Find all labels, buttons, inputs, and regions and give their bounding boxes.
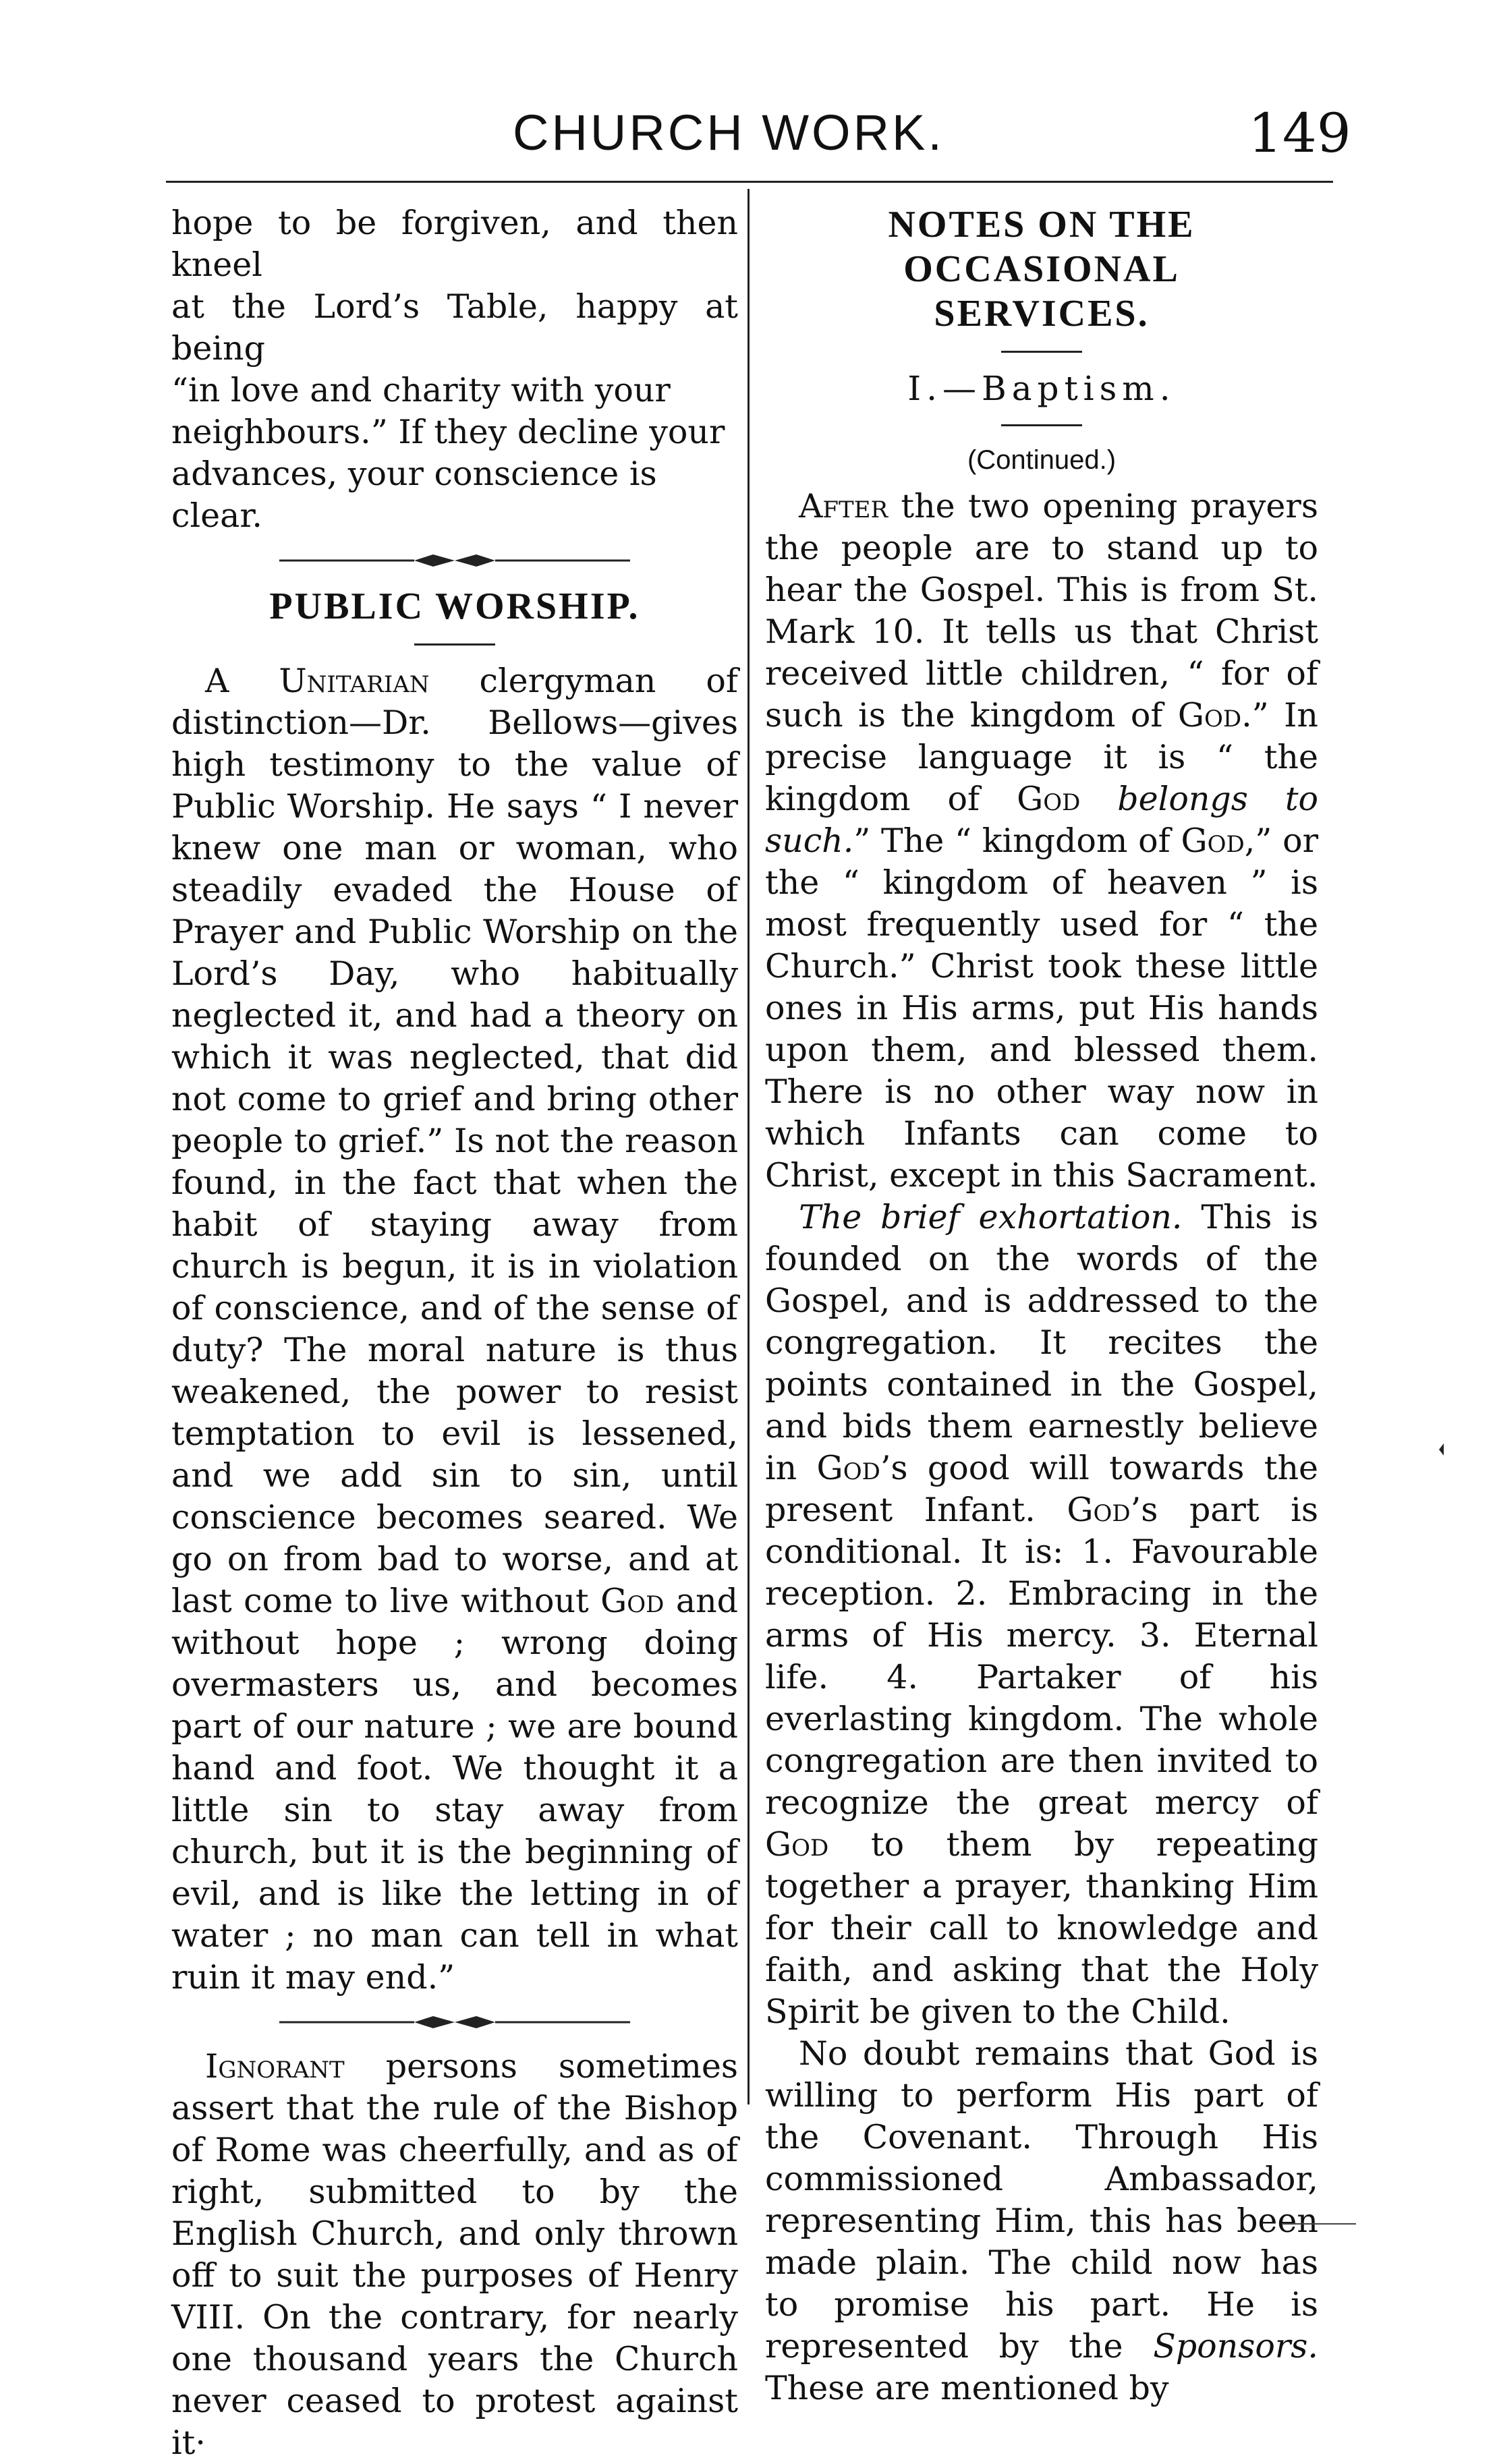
god-word: God xyxy=(1017,780,1081,818)
page-header xyxy=(0,101,1495,182)
paragraph-text: the two opening prayers the people are to stand up to hear the Gospel. This is from St. Mark 10. It tells us that Christ received little children, “ for of such is the kingdom of xyxy=(765,487,1319,735)
public-worship-paragraph xyxy=(171,660,738,1999)
god-word: God xyxy=(1067,1491,1131,1529)
column-divider xyxy=(748,189,750,2104)
baptism-paragraph-1 xyxy=(765,486,1318,1197)
god-word: God xyxy=(600,1582,665,1620)
baptism-subtitle: I.—Baptism. xyxy=(907,369,1176,408)
continuation-line: at the Lord’s Table, happy at being xyxy=(171,287,738,368)
paragraph-text: ’s part is conditional. It is: 1. Favourable reception. 2. Embracing in the arms of His mercy. 3. Eternal life. 4. Partaker of his everlasting kingdom. The whole congregation are then invited to recognize the great mercy of xyxy=(765,1491,1319,1822)
god-word: God xyxy=(816,1449,880,1487)
continuation-line: neighbours.” If they decline your xyxy=(171,413,725,451)
italic-text: Sponsors. xyxy=(1153,2327,1319,2366)
italic-text: belongs to such. xyxy=(765,780,1319,860)
paragraph-text: clergyman of distinction—Dr. Bellows—gives high testimony to the value of Public Worship. He says “ I never knew one man or woman, who steadily evaded the House of Prayer and Public Worship on the Lord’s Day, who habitually neglected it, and had a theory on which it was neglected, that did not come to grief and bring other people to grief.” Is not the reason found, in the fact that when the habit of staying away from church is begun, it is in violation of conscience, and of the sense of duty? The moral nature is thus weakened, the power to resist temptation to evil is lessened, and we add sin to sin, until conscience becomes seared. We go on from bad to worse, and at last come to live without xyxy=(171,662,738,1620)
margin-mark xyxy=(1438,1443,1445,1456)
ignorant-paragraph xyxy=(171,2046,738,2464)
public-worship-title: PUBLIC WORSHIP. xyxy=(269,585,640,627)
paragraph-text: This is founded on the words of the Gospel, and is addressed to the congregation. It recites the points contained in the Gospel, and bids them earnestly believe in xyxy=(765,1198,1319,1487)
paragraph-text: to them by repeating together a prayer, thanking Him for their call to knowledge and faith, and asking that the Holy Spirit be given to the Child. xyxy=(765,1825,1318,2031)
lead-word: A Unitarian xyxy=(205,662,430,700)
paragraph-text: ,” or the “ kingdom of heaven ” is most frequently used for “ the Church.” Christ took these little ones in His arms, put His hands upon them, and blessed them. There is no other way now in which Infants can come to Christ, except in this Sacrament. xyxy=(765,822,1318,1195)
ornament-divider xyxy=(279,549,630,572)
short-rule xyxy=(1001,424,1082,426)
paragraph-text: .” In precise language it is “ the kingdom of xyxy=(765,696,1318,818)
paragraph-text: and without hope ; wrong doing overmasters us, and becomes part of our nature ; we are bound hand and foot. We thought it a little sin to stay away from church, but it is the beginning of evil, and is like the letting in of water ; no man can tell in what ruin it may end.” xyxy=(171,1582,738,1997)
paragraph-text: ’s good will towards the present Infant. xyxy=(765,1449,1318,1529)
italic-lead: The brief exhortation. xyxy=(799,1198,1183,1236)
notes-title-line2: SERVICES. xyxy=(934,293,1150,335)
short-rule xyxy=(414,643,495,646)
running-title: CHURCH WORK. xyxy=(513,105,944,161)
left-column xyxy=(171,202,738,2464)
lead-word: Ignorant xyxy=(205,2047,345,2086)
god-word: God xyxy=(1181,822,1245,860)
corner-rule xyxy=(1282,2223,1356,2225)
ornament-divider xyxy=(279,2011,630,2034)
baptism-paragraph-2 xyxy=(765,1197,1318,2033)
paragraph-text: persons sometimes assert that the rule of the Bishop of Rome was cheerfully, and as of right, submitted to by the English Church, and only thrown off to suit the purposes of Henry VIII. On the contrary, for nearly one thousand years the Church never ceased to protest against it· xyxy=(171,2047,739,2462)
paragraph-text: These are mentioned by xyxy=(765,2369,1169,2407)
short-rule xyxy=(1001,351,1082,353)
continuation-line: advances, your conscience is clear. xyxy=(171,455,657,535)
continuation-line: “in love and charity with your xyxy=(171,371,671,409)
lead-word: After xyxy=(799,487,888,525)
paragraph-text: No doubt remains that God is willing to perform His part of the Covenant. Through His commissioned Ambassador, representing Him, this has been made plain. The child now has to promise his part. He is represented by the xyxy=(765,2034,1318,2366)
header-rule xyxy=(166,181,1333,183)
continuation-line: hope to be forgiven, and then kneel xyxy=(171,204,738,284)
god-word: God xyxy=(1177,696,1242,735)
paragraph-text: ” The “ kingdom of xyxy=(853,822,1170,860)
continued-label: (Continued.) xyxy=(967,445,1117,475)
notes-title-line1: NOTES ON THE OCCASIONAL xyxy=(888,204,1195,290)
page-number: 149 xyxy=(1248,102,1351,165)
right-column xyxy=(765,202,1318,2409)
god-word: God xyxy=(765,1825,829,1864)
baptism-paragraph-3 xyxy=(765,2033,1318,2409)
